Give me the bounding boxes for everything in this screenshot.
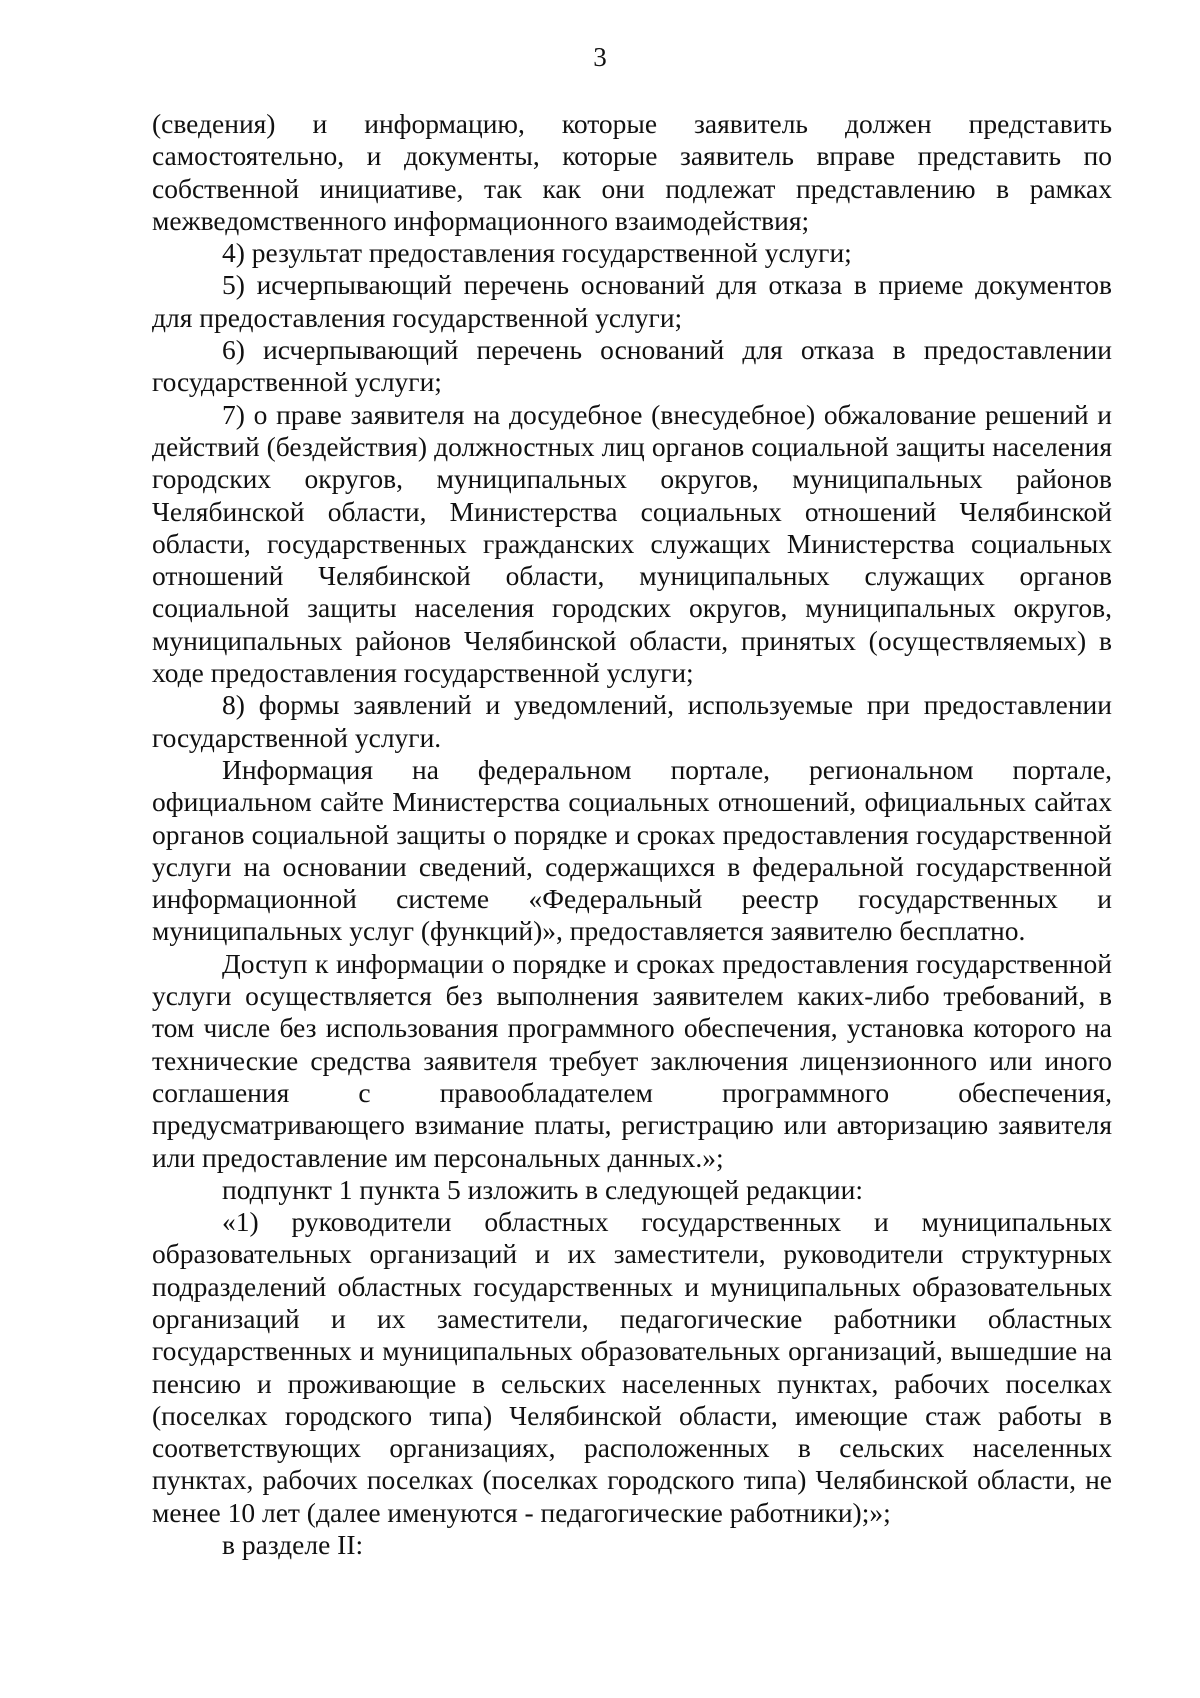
paragraph-item-8: 8) формы заявлений и уведомлений, используемые при предоставлении государственной услуги. [152,689,1112,753]
paragraph-subitem-instruction: подпункт 1 пункта 5 изложить в следующей редакции: [222,1173,863,1205]
page-number: 3 [593,42,607,72]
document-body [152,108,1112,1561]
paragraph-information-access: Доступ к информации о порядке и сроках предоставления государственной услуги осуществляется без выполнения заявителем каких-либо требований, в том числе без использования программного обеспечения, установка которого на технические средства заявителя требует заключения лицензионного или иного соглашения с правообладателем программного обеспечения, предусматривающего взимание платы, регистрацию или авторизацию заявителя или предоставление им персональных данных.»; [152,947,1112,1173]
paragraph-item-5: 5) исчерпывающий перечень оснований для отказа в приеме документов для предоставления государственной услуги; [152,269,1112,333]
paragraph-item-4: 4) результат предоставления государственной услуги; [222,237,852,269]
paragraph-subitem-1-text: «1) руководители областных государственных и муниципальных образовательных организаций и их заместители, руководители структурных подразделений областных государственных и муниципальных образовательных организаций и их заместители, педагогические работники областных государственных и муниципальных образовательных организаций, вышедшие на пенсию и проживающие в сельских населенных пунктах, рабочих поселках (поселках городского типа) Челябинской области, имеющие стаж работы в соответствующих организациях, расположенных в сельских населенных пунктах, рабочих поселках (поселках городского типа) Челябинской области, не менее 10 лет (далее именуются - педагогические работники);»; [152,1206,1112,1528]
paragraph-portal-information: Информация на федеральном портале, региональном портале, официальном сайте Министерства социальных отношений, официальных сайтах органов социальной защиты о порядке и сроках предоставления государственной услуги на основании сведений, содержащихся в федеральной государственной информационной системе «Федеральный реестр государственных и муниципальных услуг (функций)», предоставляется заявителю бесплатно. [152,753,1112,947]
paragraph-item-6: 6) исчерпывающий перечень оснований для отказа в предоставлении государственной услуги; [152,334,1112,398]
paragraph-intro-continuation: (сведения) и информацию, которые заявитель должен представить самостоятельно, и документы, которые заявитель вправе представить по собственной инициативе, так как они подлежат представлению в рамках межведомственного информационного взаимодействия; [152,108,1112,236]
paragraph-section-ii: в разделе II: [222,1529,364,1561]
paragraph-item-7: 7) о праве заявителя на досудебное (внесудебное) обжалование решений и действий (бездействия) должностных лиц органов социальной защиты населения городских округов, муниципальных округов, муниципальных районов Челябинской области, Министерства социальных отношений Челябинской области, государственных гражданских служащих Министерства социальных отношений Челябинской области, муниципальных служащих органов социальной защиты населения городских округов, муниципальных округов, муниципальных районов Челябинской области, принятых (осуществляемых) в ходе предоставления государственной услуги; [152,398,1112,689]
